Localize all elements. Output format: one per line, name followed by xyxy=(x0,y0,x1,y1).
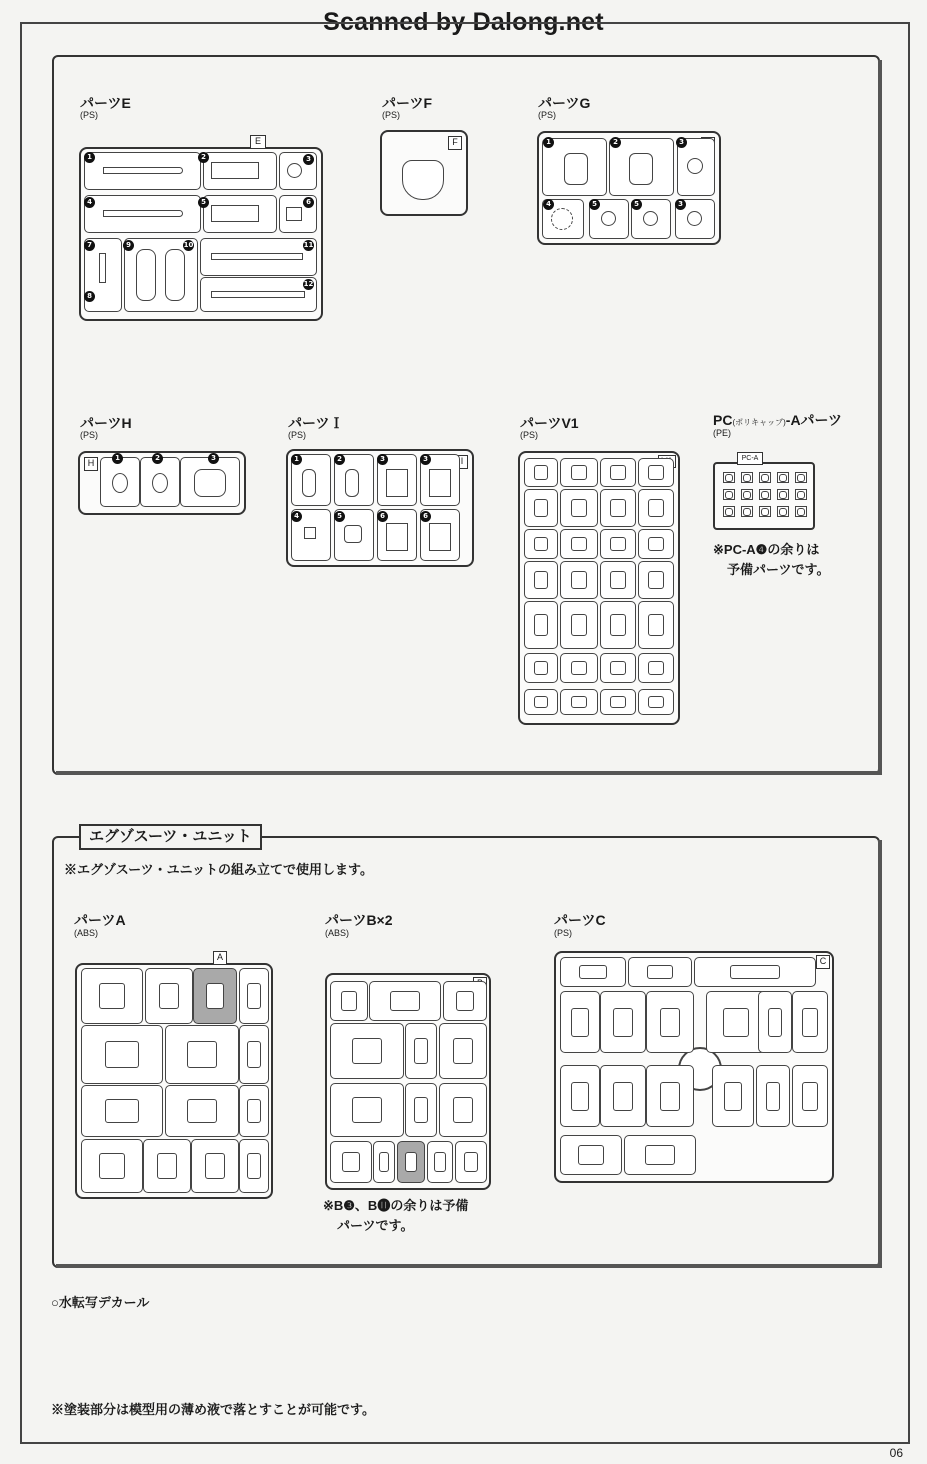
parts-pc-runner xyxy=(713,455,815,530)
plate-shape xyxy=(386,469,408,497)
part-shape xyxy=(648,661,664,676)
part-shape xyxy=(779,491,787,499)
part-shape xyxy=(743,508,751,516)
part-shape xyxy=(105,1099,139,1124)
parts-f-tag: F xyxy=(448,136,462,150)
parts-i-runner xyxy=(286,449,474,567)
parts-i-material: (PS) xyxy=(288,430,306,440)
part-shape xyxy=(724,1082,742,1111)
i-num-6a: 6 xyxy=(377,511,388,522)
e-num-11: 11 xyxy=(303,241,314,249)
parts-c-label: パーツC xyxy=(554,912,606,928)
part-shape xyxy=(571,696,587,709)
g-num-1: 1 xyxy=(543,137,554,148)
part-shape xyxy=(766,1082,781,1111)
pc-spare-note xyxy=(713,540,829,580)
ring-shape xyxy=(643,211,658,226)
ring-shape xyxy=(687,211,702,226)
part-shape xyxy=(99,1153,125,1178)
parts-a-runner xyxy=(75,952,273,1199)
parts-v1-runner xyxy=(518,451,680,725)
ring-shape xyxy=(287,163,302,178)
i-num-3a: 3 xyxy=(377,454,388,465)
parts-g-label: パーツG xyxy=(538,95,591,111)
part-shape xyxy=(453,1097,473,1122)
paint-note: ※塗装部分は模型用の薄め液で落とすことが可能です。 xyxy=(51,1402,375,1417)
part-shape xyxy=(660,1082,680,1111)
h-num-3: 3 xyxy=(208,453,219,464)
parts-pc-material: (PE) xyxy=(713,428,731,438)
part-shape xyxy=(779,474,787,482)
part-shape xyxy=(206,983,225,1009)
part-shape xyxy=(610,537,626,552)
part-shape xyxy=(648,499,664,517)
parts-f-runner xyxy=(380,130,468,216)
part-shape xyxy=(571,661,587,676)
claw-shape xyxy=(136,249,156,301)
part-shape xyxy=(464,1152,478,1172)
part-shape xyxy=(648,465,664,479)
parts-h-material: (PS) xyxy=(80,430,98,440)
missile-shape xyxy=(103,167,183,174)
parts-h-label: パーツH xyxy=(80,415,132,431)
part-shape xyxy=(648,537,664,552)
h-num-1: 1 xyxy=(112,453,123,464)
part-shape xyxy=(379,1152,389,1172)
part-shape xyxy=(534,696,549,709)
page-number: 06 xyxy=(889,1446,903,1460)
part-shape xyxy=(390,991,420,1010)
pc-label-main: PC xyxy=(713,412,733,428)
part-shape xyxy=(159,983,179,1009)
arm-shape xyxy=(629,153,653,185)
part-shape xyxy=(534,661,549,676)
part-shape xyxy=(723,1008,748,1037)
part-shape xyxy=(802,1082,818,1111)
part-shape xyxy=(648,571,664,589)
ring-shape xyxy=(152,473,168,493)
part-shape xyxy=(414,1038,428,1064)
part-shape xyxy=(247,983,260,1009)
part-shape xyxy=(578,1145,604,1164)
parts-f-label: パーツF xyxy=(382,95,432,111)
part-shape xyxy=(761,474,769,482)
part-shape xyxy=(247,1099,260,1124)
parts-h-runner xyxy=(78,451,246,515)
part-shape xyxy=(534,614,549,637)
part-shape xyxy=(743,491,751,499)
part-shape xyxy=(342,1152,360,1172)
parts-e-tag: E xyxy=(250,135,266,149)
part-shape xyxy=(187,1041,218,1069)
pod-shape xyxy=(211,205,259,222)
part-shape xyxy=(802,1008,818,1037)
part-shape xyxy=(797,474,805,482)
g-num-4: 4 xyxy=(543,199,554,210)
part-shape xyxy=(610,571,626,589)
part-shape xyxy=(613,1082,633,1111)
ring-shape xyxy=(687,158,703,174)
i-num-3b: 3 xyxy=(420,454,431,465)
part-shape xyxy=(571,537,587,552)
head-shape xyxy=(194,469,226,497)
i-num-2: 2 xyxy=(334,454,345,465)
exo-usage-note: ※エグゾスーツ・ユニットの組み立てで使用します。 xyxy=(64,862,374,877)
part-shape xyxy=(534,465,549,479)
part-shape xyxy=(341,991,357,1010)
part-shape xyxy=(610,661,626,676)
part-shape xyxy=(434,1152,446,1172)
claw-shape xyxy=(165,249,185,301)
part-shape xyxy=(157,1153,177,1178)
part-shape xyxy=(187,1099,218,1124)
e-num-12: 12 xyxy=(303,280,314,288)
block-shape xyxy=(286,207,302,221)
part-shape xyxy=(725,491,733,499)
part-shape xyxy=(579,965,607,980)
part-shape xyxy=(761,508,769,516)
pc-note-line1: ※PC-A❹の余りは xyxy=(713,542,820,557)
part-shape xyxy=(645,1145,675,1164)
part-shape xyxy=(414,1097,428,1122)
g-num-3b: 3 xyxy=(675,199,686,210)
part-shape xyxy=(534,499,549,517)
b-spare-note xyxy=(323,1196,468,1236)
part-shape xyxy=(571,1008,588,1037)
pod-shape xyxy=(211,162,259,179)
exo-section-heading: エグゾスーツ・ユニット xyxy=(79,824,262,850)
e-num-5: 5 xyxy=(198,197,209,208)
parts-g-material: (PS) xyxy=(538,110,556,120)
i-num-4: 4 xyxy=(291,511,302,522)
part-shape xyxy=(730,965,780,980)
box-shadow-right xyxy=(878,60,882,774)
decal-label: ○水転写デカール xyxy=(51,1295,150,1310)
part-shape xyxy=(610,614,626,637)
h-num-2: 2 xyxy=(152,453,163,464)
barrel-shape xyxy=(211,291,305,298)
parts-h-tag: H xyxy=(84,457,98,471)
part-shape xyxy=(779,508,787,516)
part-shape xyxy=(610,499,626,517)
e-num-1: 1 xyxy=(84,152,95,163)
parts-f-material: (PS) xyxy=(382,110,400,120)
ring-shape xyxy=(601,211,616,226)
loop-shape xyxy=(302,469,316,497)
part-shape xyxy=(105,1041,139,1069)
pc-note-line2: 予備パーツです。 xyxy=(727,562,830,577)
e-num-3: 3 xyxy=(303,154,314,165)
plate-shape xyxy=(386,523,408,551)
e-num-9: 9 xyxy=(123,240,134,251)
part-shape xyxy=(571,465,587,479)
part-shape xyxy=(797,491,805,499)
part-shape xyxy=(725,508,733,516)
part-shape xyxy=(648,696,664,709)
parts-v1-material: (PS) xyxy=(520,430,538,440)
g-num-5a: 5 xyxy=(589,199,600,210)
part-shape xyxy=(205,1153,225,1178)
part-shape xyxy=(456,991,475,1010)
e-num-7: 7 xyxy=(84,240,95,251)
part-shape xyxy=(352,1038,383,1064)
box-shadow-bottom xyxy=(56,1264,882,1268)
part-shape xyxy=(534,537,549,552)
part-shape xyxy=(610,696,626,709)
box-shadow-right xyxy=(878,840,882,1266)
parts-b-runner xyxy=(325,973,491,1190)
part-shape xyxy=(99,983,125,1009)
parts-a-material: (ABS) xyxy=(74,928,99,938)
part-shape xyxy=(453,1038,473,1064)
part-shape xyxy=(405,1152,417,1172)
parts-b-material: (ABS) xyxy=(325,928,350,938)
e-num-8: 8 xyxy=(84,291,95,302)
part-shape xyxy=(571,1082,588,1111)
parts-pc-label xyxy=(713,413,842,430)
part-shape xyxy=(613,1008,633,1037)
plate-shape xyxy=(429,523,451,551)
part-shape xyxy=(352,1097,383,1122)
part-shape xyxy=(743,474,751,482)
g-num-5b: 5 xyxy=(631,199,642,210)
parts-c-runner xyxy=(554,951,834,1183)
box-shadow-bottom xyxy=(56,771,882,775)
scan-credit: Scanned by Dalong.net xyxy=(0,8,927,37)
pc-label-sub: (ポリキャップ) xyxy=(732,418,786,427)
part-shape xyxy=(647,965,674,980)
rod-shape xyxy=(99,253,106,283)
part-shape xyxy=(571,571,587,589)
i-num-6b: 6 xyxy=(420,511,431,522)
missile-shape xyxy=(103,210,183,217)
clip-shape xyxy=(304,527,316,539)
ring-shape xyxy=(112,473,128,493)
parts-v1-label: パーツV1 xyxy=(520,415,579,431)
barrel-shape xyxy=(211,253,303,260)
parts-i-tag: I xyxy=(456,455,468,469)
helmet-shape xyxy=(402,160,444,200)
e-num-4: 4 xyxy=(84,197,95,208)
part-shape xyxy=(768,1008,783,1037)
b-note-line1: ※B❸、B⓫の余りは予備 xyxy=(323,1198,469,1213)
part-shape xyxy=(725,474,733,482)
parts-pc-tag: PC-A xyxy=(737,452,763,465)
part-shape xyxy=(660,1008,680,1037)
e-num-2: 2 xyxy=(198,152,209,163)
parts-e-label: パーツE xyxy=(80,95,131,111)
part-shape xyxy=(648,614,664,637)
g-num-2: 2 xyxy=(610,137,621,148)
part-shape xyxy=(571,499,587,517)
parts-c-material: (PS) xyxy=(554,928,572,938)
parts-a-tag: A xyxy=(213,951,227,965)
gear-shape xyxy=(551,208,573,230)
part-shape xyxy=(797,508,805,516)
parts-e-runner xyxy=(79,136,323,321)
loop-shape xyxy=(345,469,359,497)
e-num-10: 10 xyxy=(183,241,194,249)
parts-e-material: (PS) xyxy=(80,110,98,120)
i-num-1: 1 xyxy=(291,454,302,465)
part-shape xyxy=(571,614,587,637)
i-num-5: 5 xyxy=(334,511,345,522)
pc-label-tail: -Aパーツ xyxy=(785,412,842,428)
parts-a-label: パーツA xyxy=(74,912,126,928)
part-shape xyxy=(534,571,549,589)
part-shape xyxy=(247,1041,260,1069)
parts-i-label: パーツＩ xyxy=(288,415,344,431)
arm-shape xyxy=(564,153,588,185)
e-num-6: 6 xyxy=(303,197,314,208)
parts-g-runner xyxy=(537,131,721,245)
b-note-line2: パーツです。 xyxy=(337,1218,414,1233)
part-shape xyxy=(247,1153,260,1178)
part-shape xyxy=(610,465,626,479)
plate-shape xyxy=(429,469,451,497)
g-num-3: 3 xyxy=(676,137,687,148)
part-shape xyxy=(761,491,769,499)
parts-c-tag: C xyxy=(816,955,830,969)
clip-shape xyxy=(344,525,362,543)
parts-b-label: パーツB×2 xyxy=(325,912,393,928)
